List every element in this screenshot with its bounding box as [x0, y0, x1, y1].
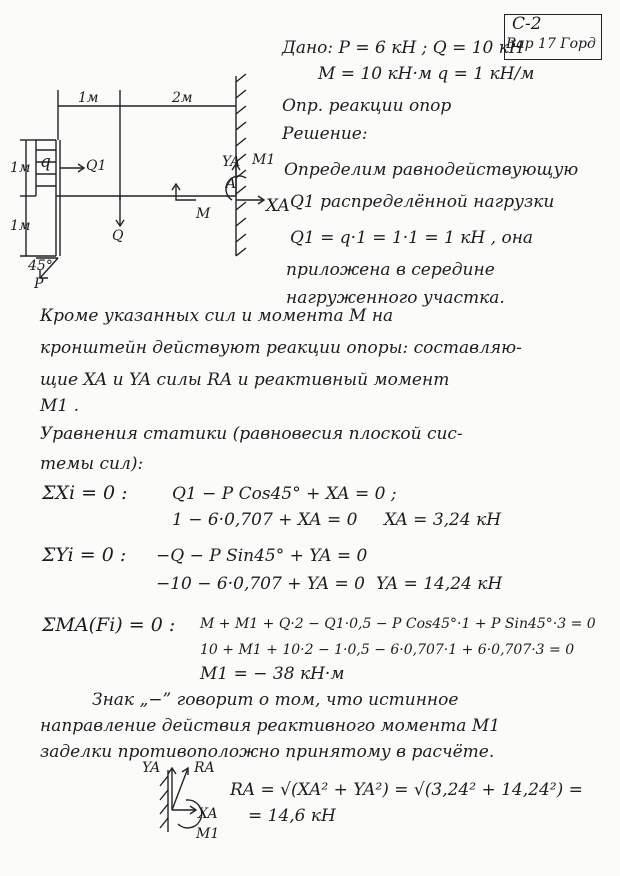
label-ya: YA [222, 154, 241, 170]
label-a: A [226, 176, 237, 192]
small-label-ra: RA [194, 760, 215, 776]
p2-line-2: кронштейн действуют реакции опоры: составляю- [40, 338, 522, 358]
eq-y-lhs: ΣYi = 0 : [42, 544, 127, 566]
given-line2: M = 10 кН·м q = 1 кН/м [318, 64, 535, 84]
header-box-line1: С-2 [512, 14, 542, 34]
p3-line-2: темы сил): [40, 454, 144, 474]
label-xa: XA [266, 196, 290, 216]
eq-m-line1: M + M1 + Q·2 − Q1·0,5 − P Cos45°·1 + P Sin45°·3 = 0 [200, 616, 596, 632]
p1-line-2: Q1 распределённой нагрузки [290, 192, 555, 212]
eq-m-result: M1 = − 38 кН·м [200, 664, 345, 684]
eq-x-line1: Q1 − P Cos45° + XA = 0 ; [172, 484, 397, 504]
label-vdim-1: 1м [10, 160, 31, 176]
p2-line-4: M1 . [40, 396, 80, 416]
p2-line-1: Кроме указанных сил и момента M на [40, 306, 394, 326]
label-q1: Q1 [86, 158, 107, 174]
eq-x-result: XA = 3,24 кН [384, 510, 502, 530]
label-angle: 45° [28, 258, 53, 274]
eq-y-line2: −10 − 6·0,707 + YA = 0 [156, 574, 365, 594]
ra-formula-line2: = 14,6 кН [248, 806, 336, 826]
p2-line-3: щие XA и YA силы RA и реактивный момент [40, 370, 450, 390]
label-m1: M1 [252, 152, 276, 168]
eq-y-result: YA = 14,24 кН [376, 574, 503, 594]
header-box-line2: Вар 17 Горд [506, 36, 596, 52]
eq-x-line2: 1 − 6·0,707 + XA = 0 [172, 510, 358, 530]
p4-line-1: Знак „−” говорит о том, что истинное [92, 690, 459, 710]
eq-x-lhs: ΣXi = 0 : [42, 482, 128, 504]
small-label-xa: XA [198, 806, 218, 822]
given-line1: Дано: P = 6 кН ; Q = 10 кН [282, 38, 524, 58]
eq-m-lhs: ΣMA(Fi) = 0 : [42, 614, 176, 636]
label-vdim-2: 1м [10, 218, 31, 234]
p1-line-1: Определим равнодействующую [284, 160, 579, 180]
p1-line-5: нагруженного участка. [286, 288, 505, 308]
label-q-force: Q [112, 228, 124, 244]
ra-formula-line1: RA = √(XA² + YA²) = √(3,24² + 14,24²) = [230, 780, 583, 800]
p1-line-3: Q1 = q·1 = 1·1 = 1 кН , она [290, 228, 534, 248]
p3-line-1: Уравнения статики (равновесия плоской сис- [40, 424, 463, 444]
label-dim-2m: 2м [172, 90, 193, 106]
label-m: M [196, 206, 211, 222]
small-label-m1: M1 [196, 826, 220, 842]
small-label-ya: YA [142, 760, 161, 776]
p4-line-2: направление действия реактивного момента M1 [40, 716, 501, 736]
p4-line-3: заделки противоположно принятому в расчёте. [40, 742, 495, 762]
label-dim-1m: 1м [78, 90, 99, 106]
solution-title: Решение: [282, 124, 368, 144]
label-p: P [34, 276, 44, 292]
task-line: Опр. реакции опор [282, 96, 452, 116]
eq-y-line1: −Q − P Sin45° + YA = 0 [156, 546, 368, 566]
eq-m-line2: 10 + M1 + 10·2 − 1·0,5 − 6·0,707·1 + 6·0,707·3 = 0 [200, 642, 575, 658]
p1-line-4: приложена в середине [286, 260, 495, 280]
label-q: q [40, 152, 51, 172]
